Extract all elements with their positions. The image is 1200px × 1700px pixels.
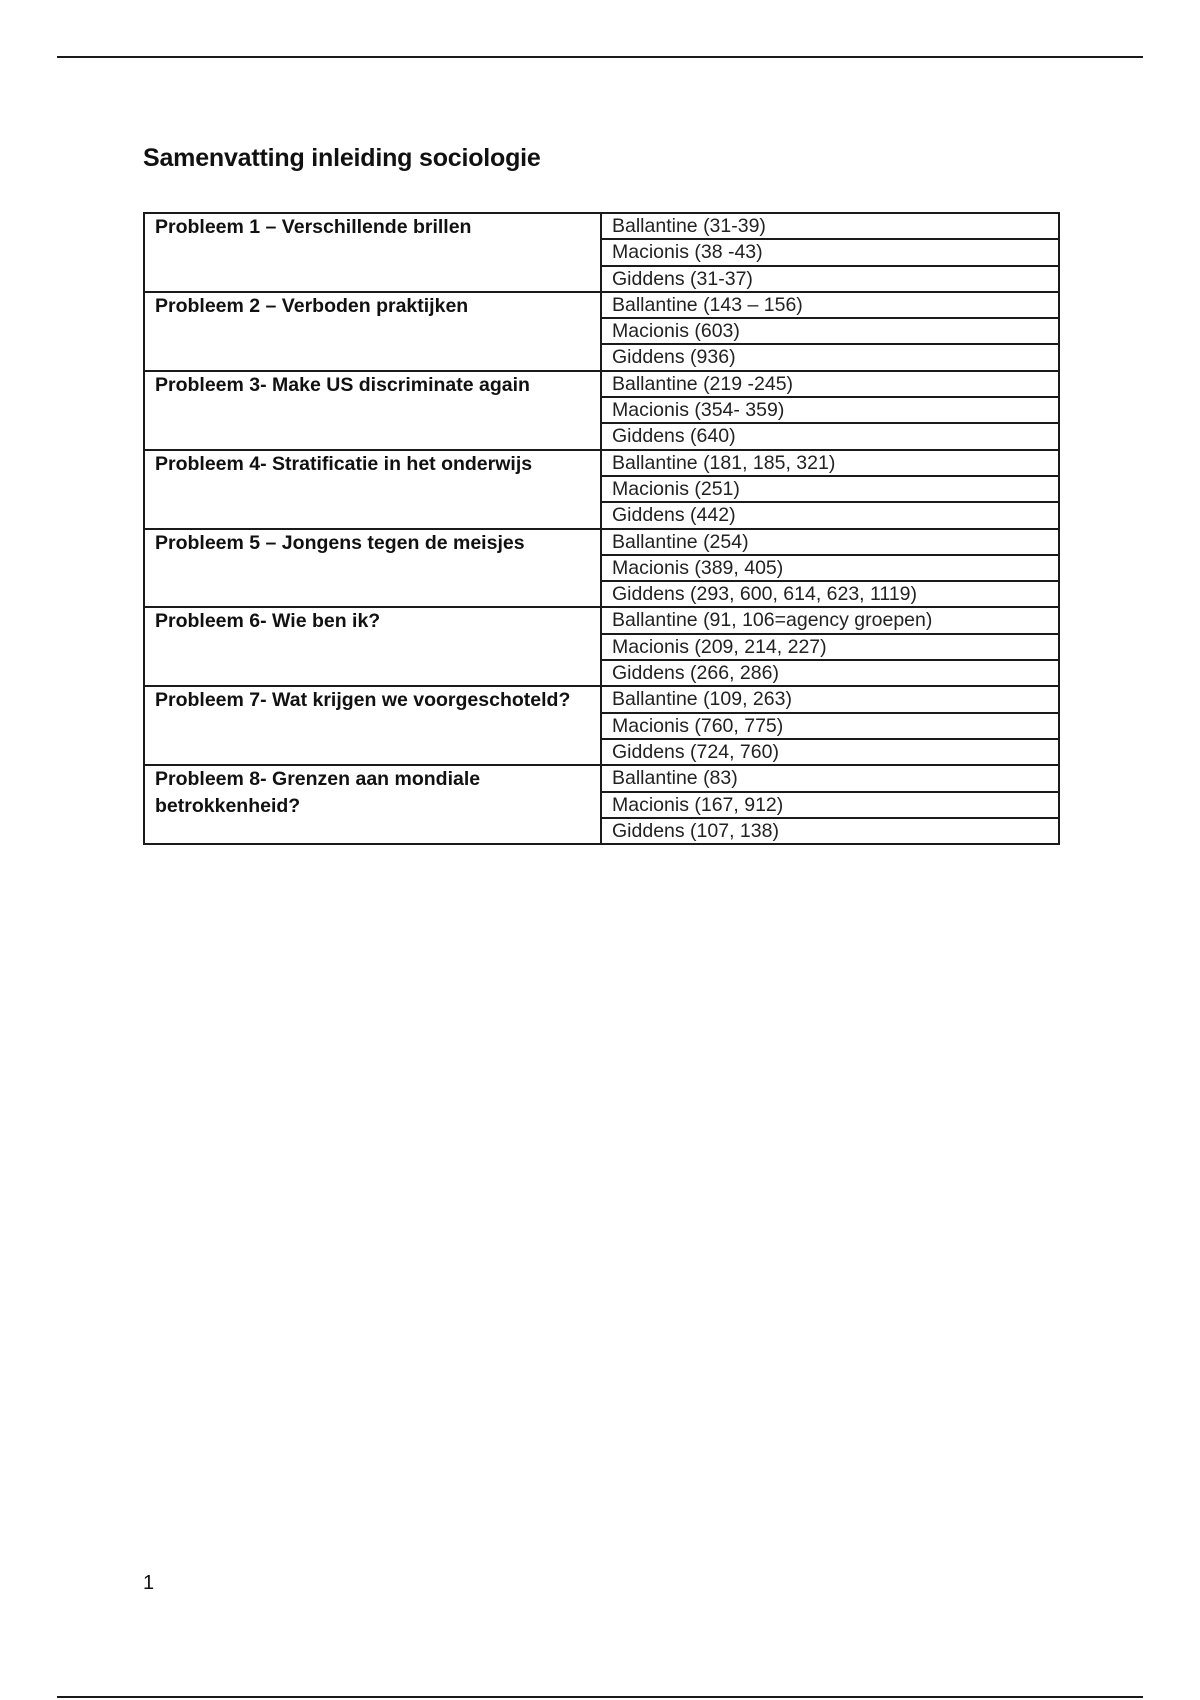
problems-table xyxy=(143,212,1060,845)
source-reference: Giddens (640) xyxy=(601,423,1059,449)
table-row xyxy=(144,607,1059,633)
table-row xyxy=(144,292,1059,318)
table-row xyxy=(144,450,1059,476)
source-reference: Ballantine (109, 263) xyxy=(601,686,1059,712)
source-reference: Giddens (442) xyxy=(601,502,1059,528)
table-row xyxy=(144,686,1059,712)
source-reference: Macionis (389, 405) xyxy=(601,555,1059,581)
source-reference: Macionis (603) xyxy=(601,318,1059,344)
document-title: Samenvatting inleiding sociologie xyxy=(143,144,541,172)
source-reference: Macionis (167, 912) xyxy=(601,792,1059,818)
table-row xyxy=(144,765,1059,791)
source-reference: Ballantine (91, 106=agency groepen) xyxy=(601,607,1059,633)
problem-label: Probleem 5 – Jongens tegen de meisjes xyxy=(144,529,601,608)
problem-label: Probleem 1 – Verschillende brillen xyxy=(144,213,601,292)
table-row xyxy=(144,529,1059,555)
problem-label: Probleem 6- Wie ben ik? xyxy=(144,607,601,686)
page-number: 1 xyxy=(143,1572,155,1594)
source-reference: Macionis (209, 214, 227) xyxy=(601,634,1059,660)
source-reference: Ballantine (181, 185, 321) xyxy=(601,450,1059,476)
source-reference: Giddens (936) xyxy=(601,344,1059,370)
source-reference: Giddens (724, 760) xyxy=(601,739,1059,765)
problem-label: Probleem 2 – Verboden praktijken xyxy=(144,292,601,371)
footer-rule xyxy=(57,1696,1143,1698)
source-reference: Giddens (293, 600, 614, 623, 1119) xyxy=(601,581,1059,607)
problem-label: Probleem 8- Grenzen aan mondiale betrokkenheid? xyxy=(144,765,601,844)
problems-table-body xyxy=(144,213,1059,844)
table-row xyxy=(144,213,1059,239)
source-reference: Ballantine (31-39) xyxy=(601,213,1059,239)
source-reference: Ballantine (254) xyxy=(601,529,1059,555)
header-rule xyxy=(57,56,1143,58)
problem-label: Probleem 7- Wat krijgen we voorgeschoteld? xyxy=(144,686,601,765)
source-reference: Macionis (354- 359) xyxy=(601,397,1059,423)
source-reference: Macionis (251) xyxy=(601,476,1059,502)
source-reference: Giddens (31-37) xyxy=(601,266,1059,292)
problem-label: Probleem 3- Make US discriminate again xyxy=(144,371,601,450)
source-reference: Ballantine (83) xyxy=(601,765,1059,791)
source-reference: Ballantine (219 -245) xyxy=(601,371,1059,397)
source-reference: Macionis (760, 775) xyxy=(601,713,1059,739)
source-reference: Giddens (107, 138) xyxy=(601,818,1059,844)
source-reference: Ballantine (143 – 156) xyxy=(601,292,1059,318)
source-reference: Macionis (38 -43) xyxy=(601,239,1059,265)
problem-label: Probleem 4- Stratificatie in het onderwijs xyxy=(144,450,601,529)
table-row xyxy=(144,371,1059,397)
source-reference: Giddens (266, 286) xyxy=(601,660,1059,686)
